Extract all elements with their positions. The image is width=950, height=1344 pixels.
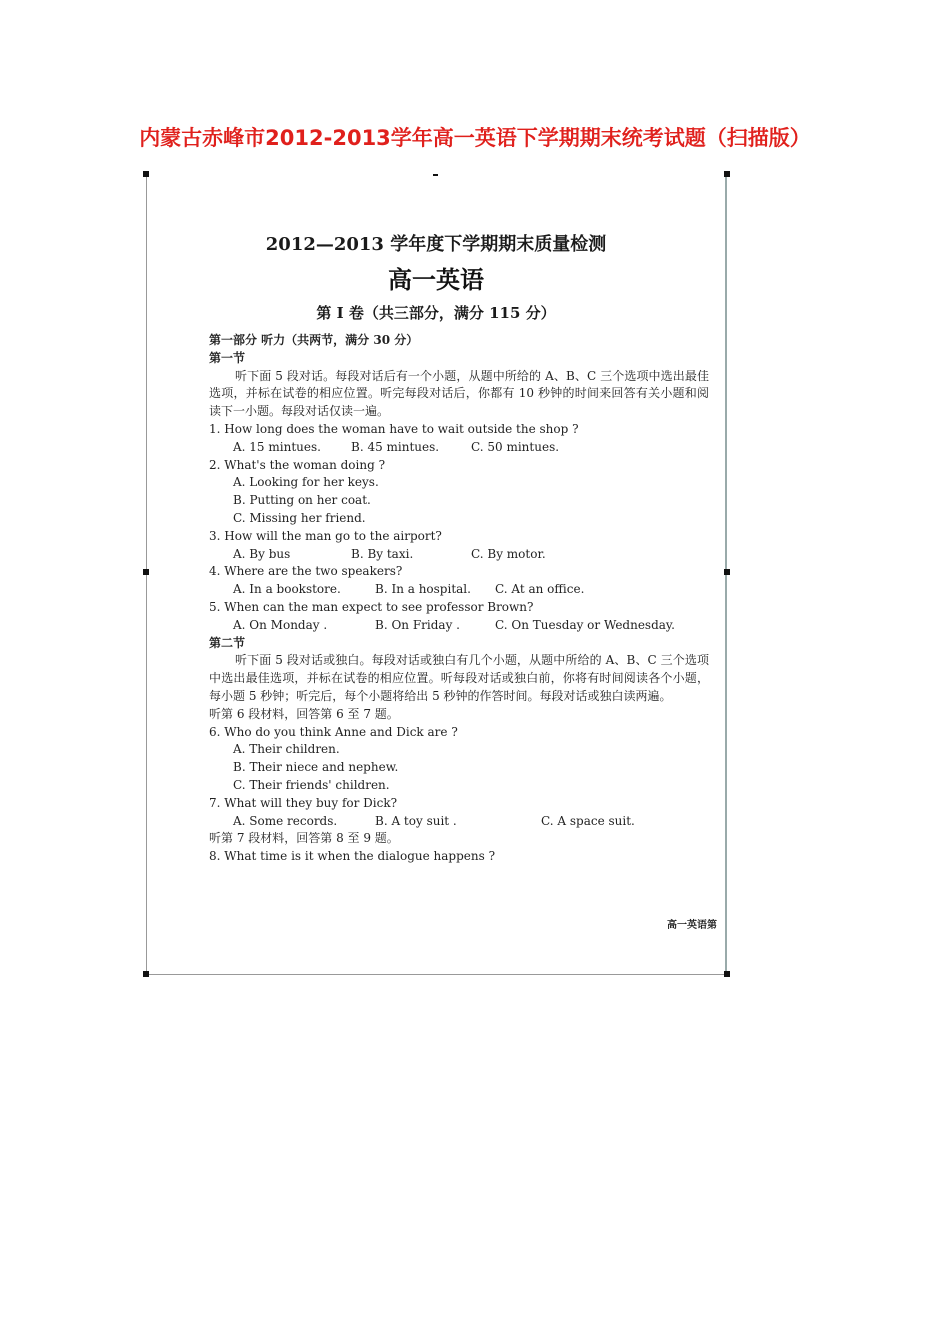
crop-mark: [143, 171, 149, 177]
option-b: B. Their niece and nephew.: [233, 760, 399, 775]
option-a: A. Looking for her keys.: [233, 475, 379, 490]
option-b: B. In a hospital.: [375, 582, 471, 597]
question-stem: 8. What time is it when the dialogue happens ?: [209, 849, 496, 864]
option-c: C. Missing her friend.: [233, 510, 366, 525]
exam-title: 2012—2013 学年度下学期期末质量检测: [265, 234, 607, 255]
crop-mark: [724, 569, 730, 575]
question-options: [209, 581, 709, 599]
material-instruction: 听第 6 段材料，回答第 6 至 7 题。: [209, 706, 399, 721]
option-b: B. On Friday .: [375, 617, 460, 632]
scanned-exam-page: [146, 174, 727, 975]
option-c: C. A space suit.: [541, 813, 635, 828]
crop-mark: [724, 971, 730, 977]
option-b: B. By taxi.: [351, 546, 414, 561]
option-a: A. Some records.: [233, 813, 338, 828]
question-options: [209, 617, 709, 635]
section-instructions: 听下面 5 段对话或独白。每段对话或独白有几个小题，从题中所给的 A、B、C 三个选项中选出最佳选项，并标在试卷的相应位置。听每段对话或独白前，你将有时间阅读各个小题，每小题 5 秒钟；听完后，每个小题将给出 5 秒钟的作答时间。每段对话或独白读两遍。: [209, 653, 709, 703]
question-options: [209, 439, 709, 457]
option-b: B. Putting on her coat.: [233, 493, 371, 508]
option-c: C. Their friends' children.: [233, 777, 390, 792]
crop-mark: [724, 171, 730, 177]
question-stem: 5. When can the man expect to see professor Brown?: [209, 599, 534, 614]
crop-mark: [143, 971, 149, 977]
option-a: A. In a bookstore.: [233, 582, 341, 597]
option-b: B. 45 mintues.: [351, 439, 440, 454]
section-heading: 第二节: [209, 635, 246, 650]
exam-content: [209, 332, 709, 866]
option-c: C. On Tuesday or Wednesday.: [495, 617, 675, 632]
page-footer: 高一英语第: [667, 920, 717, 931]
option-c: C. 50 mintues.: [471, 439, 560, 454]
part-heading: 第一部分 听力（共两节，满分 30 分）: [209, 333, 419, 347]
option-a: A. 15 mintues.: [233, 439, 321, 454]
crop-mark: [143, 569, 149, 575]
question-stem: 3. How will the man go to the airport?: [209, 528, 442, 543]
option-a: A. By bus: [233, 546, 291, 561]
crop-mark: [433, 174, 438, 176]
section-heading: 第一节: [209, 350, 246, 365]
question-stem: 6. Who do you think Anne and Dick are ?: [209, 724, 458, 739]
question-stem: 4. Where are the two speakers?: [209, 564, 403, 579]
question-stem: 7. What will they buy for Dick?: [209, 795, 398, 810]
exam-volume-heading: 第 I 卷（共三部分，满分 115 分）: [316, 304, 556, 322]
option-a: A. On Monday .: [233, 617, 328, 632]
question-stem: 2. What's the woman doing ?: [209, 457, 386, 472]
section-instructions: 听下面 5 段对话。每段对话后有一个小题，从题中所给的 A、B、C 三个选项中选出最佳选项，并标在试卷的相应位置。听完每段对话后，你都有 10 秒钟的时间来回答有关小题和阅读下一小题。每段对话仅读一遍。: [209, 368, 709, 419]
question-options: [209, 813, 709, 831]
option-b: B. A toy suit .: [375, 813, 457, 828]
exam-subject: 高一英语: [388, 265, 484, 294]
material-instruction: 听第 7 段材料，回答第 8 至 9 题。: [209, 831, 399, 846]
option-c: C. At an office.: [495, 582, 585, 597]
option-c: C. By motor.: [471, 546, 546, 561]
document-title: 内蒙古赤峰市2012-2013学年高一英语下学期期末统考试题（扫描版）: [139, 126, 811, 150]
question-options: [209, 546, 709, 564]
option-a: A. Their children.: [233, 742, 340, 757]
question-stem: 1. How long does the woman have to wait outside the shop ?: [209, 421, 579, 436]
